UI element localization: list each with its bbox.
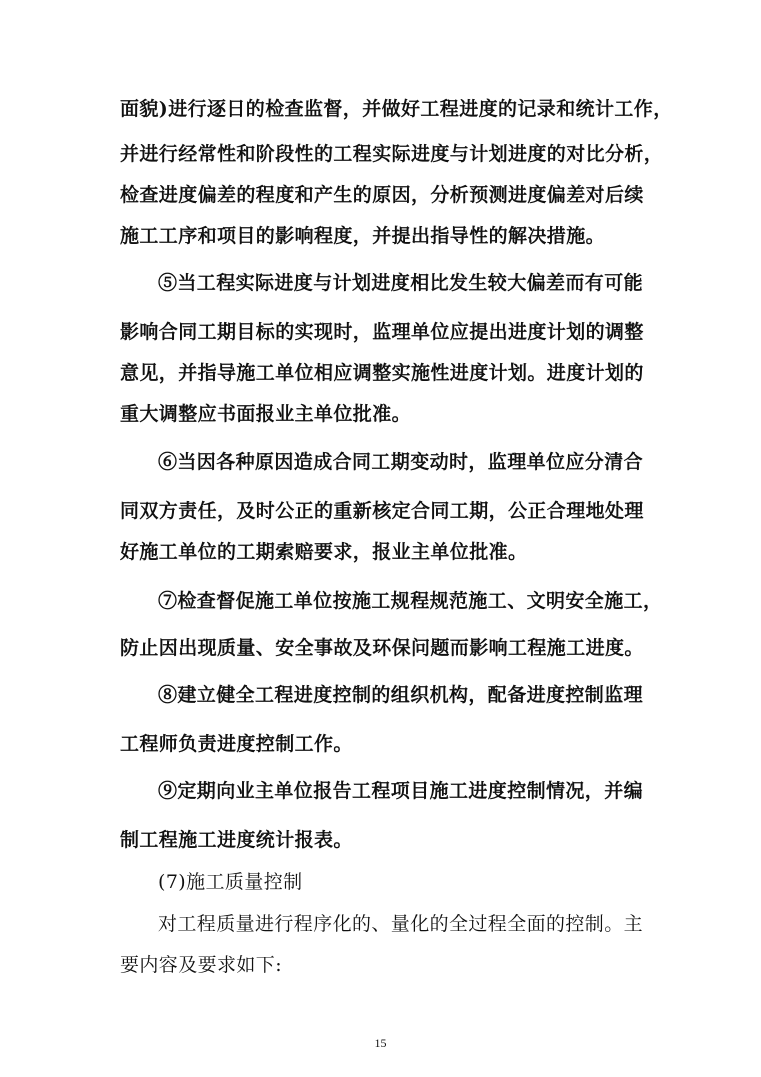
text-line: 重大调整应书面报业主单位批准。: [120, 403, 412, 425]
text-line: 意见，并指导施工单位相应调整实施性进度计划。进度计划的: [120, 362, 644, 384]
text-line: 对工程质量进行程序化的、量化的全过程全面的控制。主: [158, 913, 644, 935]
text-line: 施工工序和项目的影响程度，并提出指导性的解决措施。: [120, 225, 606, 247]
text-line: 检查进度偏差的程度和产生的原因，分析预测进度偏差对后续: [120, 184, 644, 206]
text-line: ⑥当因各种原因造成合同工期变动时，监理单位应分清合: [158, 451, 644, 473]
section-heading: (7)施工质量控制: [158, 871, 303, 893]
text-line: 面貌)进行逐日的检查监督，并做好工程进度的记录和统计工作，: [120, 98, 673, 120]
text-line: 防止因出现质量、安全事故及环保问题而影响工程施工进度。: [120, 637, 644, 659]
text-line: 影响合同工期目标的实现时，监理单位应提出进度计划的调整: [120, 321, 644, 343]
text-line: 要内容及要求如下:: [120, 954, 283, 976]
text-line: 并进行经常性和阶段性的工程实际进度与计划进度的对比分析，: [120, 143, 664, 165]
text-line: ⑧建立健全工程进度控制的组织机构，配备进度控制监理: [158, 684, 644, 706]
text-line: 制工程施工进度统计报表。: [120, 829, 353, 851]
text-line: 工程师负责进度控制工作。: [120, 733, 353, 755]
text-line: 同双方责任，及时公正的重新核定合同工期，公正合理地处理: [120, 500, 644, 522]
text-line: ⑤当工程实际进度与计划进度相比发生较大偏差而有可能: [158, 272, 644, 294]
text-line: ⑦检查督促施工单位按施工规程规范施工、文明安全施工，: [158, 590, 663, 612]
text-line: ⑨定期向业主单位报告工程项目施工进度控制情况，并编: [158, 780, 644, 802]
text-line: 好施工单位的工期索赔要求，报业主单位批准。: [120, 541, 528, 563]
page-number: 15: [374, 1036, 387, 1050]
